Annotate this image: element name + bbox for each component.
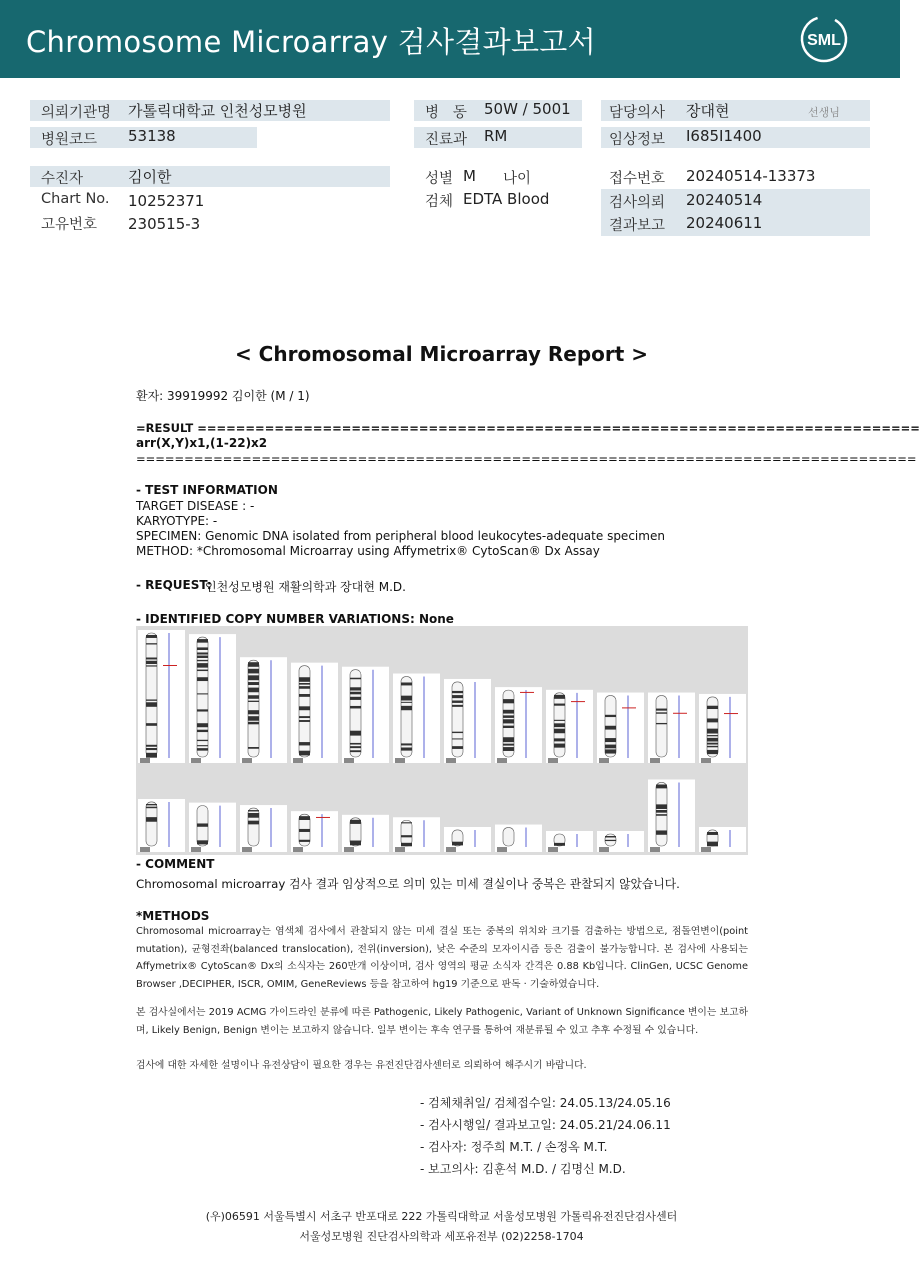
chromosome-band xyxy=(350,697,361,700)
chromosome-body xyxy=(248,660,259,757)
chromosome-band xyxy=(350,743,361,745)
sex-value: M xyxy=(463,167,476,185)
chart-no-value: 10252371 xyxy=(128,192,205,210)
methods-paragraph-1: Chromosomal microarray는 염색체 검사에서 관찰되지 않는 미세 결실 또는 중복의 위치와 크기를 검출하는 방법으로, 점돌연변이(point mutation), 균형전좌(balanced translocation), 전위(inversion), 낮은 수준의 모자이시즘 등은 검출이 불가능합니다. 본 검사에 사용되는 Affymetrix® CytoScan® Dx의 소식자는 260만개 이상이며, 검사 영역의 평균 소식자 간격은 0.88 Kb입니다. ClinGen, UCSC Genome Browser ,DECIPHER, ISCR, OMIM, GeneReviews 등을 참고하여 hg19 기준으로 판독 · 기술하였습니다. xyxy=(136,926,748,990)
hospital-code-value: 53138 xyxy=(128,127,176,145)
footer-address: (우)06591 서울특별시 서초구 반포대로 222 가톨릭대학교 서울성모병원 가톨릭유전진단검사센터 xyxy=(205,1210,678,1223)
chromosome-label-tag xyxy=(344,847,354,852)
chromosome-band xyxy=(554,720,565,721)
chromosome-band xyxy=(350,706,361,709)
chromosome-band xyxy=(605,840,616,841)
chromosome-band xyxy=(197,663,208,667)
target-disease: TARGET DISEASE : - xyxy=(136,499,255,513)
chromosome-band xyxy=(707,743,718,745)
result-date-value: 20240611 xyxy=(686,214,763,232)
report-header xyxy=(0,0,900,78)
sample-dates: - 검체채취일/ 검체접수일: 24.05.13/24.05.16 xyxy=(420,1096,671,1110)
chromosome-band xyxy=(554,695,565,699)
chromosome-band xyxy=(146,658,157,660)
chromosome-band xyxy=(350,731,361,736)
chromosome-band xyxy=(350,692,361,695)
examinee-row xyxy=(30,166,390,187)
chromosome-band xyxy=(197,656,208,658)
chromosome-5 xyxy=(342,667,389,763)
chromosome-Y xyxy=(699,827,746,852)
chromosome-band xyxy=(248,669,259,674)
chromosome-body xyxy=(197,637,208,757)
chromosome-11 xyxy=(648,693,695,763)
chromosome-band xyxy=(197,730,208,732)
chromosome-cell-bg xyxy=(546,690,593,763)
chart-no-label: Chart No. xyxy=(41,191,110,207)
chromosome-band xyxy=(299,742,310,745)
chromosome-label-tag xyxy=(140,758,150,763)
chromosome-band xyxy=(707,832,718,835)
chromosome-band xyxy=(401,822,412,823)
result-date-label: 결과보고 xyxy=(609,218,666,234)
chromosome-cell-bg xyxy=(342,667,389,763)
logo-text: SML xyxy=(807,32,841,49)
chromosome-band xyxy=(452,746,463,749)
chromosome-label-tag xyxy=(650,847,660,852)
dept-label: 진료과 xyxy=(425,132,468,148)
chromosome-band xyxy=(656,814,667,816)
chromosome-band xyxy=(146,804,157,805)
chromosome-band xyxy=(656,810,667,813)
chromosome-band xyxy=(350,841,361,846)
chromosome-band xyxy=(401,743,412,745)
clinical-label: 임상정보 xyxy=(609,132,666,148)
test-dates: - 검사시행일/ 결과보고일: 24.05.21/24.06.11 xyxy=(420,1118,671,1132)
chromosome-band xyxy=(452,842,463,846)
chromosome-1 xyxy=(138,630,185,763)
chromosome-band xyxy=(197,677,208,681)
chromosome-label-tag xyxy=(140,847,150,852)
chromosome-22 xyxy=(597,831,644,852)
report-title: < Chromosomal Microarray Report > xyxy=(234,342,649,366)
chromosome-band xyxy=(656,784,667,788)
chromosome-band xyxy=(503,737,514,742)
specimen-label: 검체 xyxy=(425,194,454,210)
chromosome-band xyxy=(197,840,208,844)
chromosome-17 xyxy=(342,815,389,852)
chromosome-band xyxy=(197,748,208,751)
chromosome-band xyxy=(605,745,616,749)
request-date-label: 검사의뢰 xyxy=(609,195,666,211)
chromosome-band xyxy=(452,738,463,739)
chromosome-band xyxy=(503,726,514,728)
chromosome-band xyxy=(248,710,259,714)
chromosome-band xyxy=(350,750,361,752)
chromosome-band xyxy=(146,723,157,726)
chromosome-label-tag xyxy=(293,758,303,763)
chromosome-cell-bg xyxy=(648,693,695,763)
chromosome-band xyxy=(554,723,565,727)
methods-paragraph-3: 검사에 대한 자세한 설명이나 유전상담이 필요한 경우는 유전진단검사센터로 의뢰하여 해주시기 바랍니다. xyxy=(136,1060,587,1071)
chromosome-band xyxy=(299,751,310,756)
chromosome-band xyxy=(197,652,208,654)
doctor-value: 장대현 xyxy=(686,102,730,120)
chromosome-band xyxy=(146,753,157,758)
chromosome-19 xyxy=(444,827,491,852)
chromosome-cell-bg xyxy=(189,634,236,763)
chromosome-body xyxy=(401,820,412,846)
chromosome-2 xyxy=(189,634,236,763)
chromosome-band xyxy=(707,729,718,734)
chromosome-band xyxy=(299,829,310,832)
chromosome-8 xyxy=(495,687,542,763)
chromosome-14 xyxy=(189,803,236,852)
result-rule-bottom: ================================================================================= xyxy=(136,452,917,466)
chromosome-label-tag xyxy=(344,758,354,763)
reception-label: 접수번호 xyxy=(609,171,666,187)
chromosome-band xyxy=(452,695,463,698)
chromosome-label-tag xyxy=(395,847,405,852)
chromosome-band xyxy=(707,706,718,709)
chromosome-band xyxy=(707,735,718,736)
ward-label: 병 동 xyxy=(425,105,467,121)
chromosome-20 xyxy=(495,825,542,852)
reporting-physicians: - 보고의사: 김훈석 M.D. / 김명신 M.D. xyxy=(420,1162,626,1176)
comment-heading: - COMMENT xyxy=(136,857,215,871)
chromosome-cell-bg xyxy=(138,630,185,763)
chromosome-band xyxy=(401,682,412,685)
chromosome-7 xyxy=(444,679,491,763)
chromosome-label-tag xyxy=(293,847,303,852)
uid-label: 고유번호 xyxy=(41,217,98,233)
chromosome-cell-bg xyxy=(342,815,389,852)
chromosome-band xyxy=(248,722,259,724)
clinical-value: I685I1400 xyxy=(686,127,762,145)
chromosome-band xyxy=(707,738,718,742)
chromosome-band xyxy=(401,696,412,701)
chromosome-band xyxy=(299,720,310,722)
chromosome-3 xyxy=(240,657,287,763)
chromosome-band xyxy=(299,683,310,685)
chromosome-band xyxy=(605,715,616,717)
chromosome-21 xyxy=(546,831,593,852)
comment-text: Chromosomal microarray 검사 결과 임상적으로 의미 있는 미세 결실이나 중복은 관찰되지 않았습니다. xyxy=(136,877,680,891)
chromosome-band xyxy=(401,835,412,837)
chromosome-band xyxy=(248,688,259,693)
chromosome-cell-bg xyxy=(444,679,491,763)
chromosome-band xyxy=(605,749,616,753)
specimen-value: EDTA Blood xyxy=(463,190,550,208)
karyogram-figure xyxy=(136,626,748,855)
chromosome-band xyxy=(146,748,157,750)
chromosome-band xyxy=(605,836,616,837)
chromosome-band xyxy=(401,702,412,703)
chromosome-cell-bg xyxy=(291,663,338,763)
chromosome-band xyxy=(452,705,463,707)
chromosome-label-tag xyxy=(548,847,558,852)
sex-label: 성별 xyxy=(425,171,454,187)
ward-value: 50W / 5001 xyxy=(484,100,571,118)
chromosome-body xyxy=(503,828,514,846)
chromosome-X xyxy=(648,779,695,852)
chromosome-band xyxy=(503,744,514,746)
chromosome-12 xyxy=(699,694,746,763)
chromosome-band xyxy=(146,665,157,666)
chromosome-band xyxy=(146,661,157,664)
chromosome-4 xyxy=(291,663,338,763)
chromosome-band xyxy=(146,745,157,747)
chromosome-band xyxy=(248,675,259,680)
chromosome-cell-bg xyxy=(291,811,338,852)
chromosome-label-tag xyxy=(497,758,507,763)
chromosome-band xyxy=(248,662,259,667)
footer-contact: 서울성모병원 진단검사의학과 세포유전부 (02)2258-1704 xyxy=(299,1230,584,1243)
chromosome-band xyxy=(452,700,463,702)
chromosome-band xyxy=(197,660,208,661)
chromosome-band xyxy=(707,718,718,722)
chromosome-label-tag xyxy=(446,847,456,852)
chromosome-band xyxy=(401,843,412,846)
chromosome-band xyxy=(656,830,667,834)
chromosome-band xyxy=(503,715,514,718)
chromosome-band xyxy=(197,740,208,741)
chromosome-band xyxy=(197,639,208,643)
chromosome-10 xyxy=(597,693,644,763)
chromosome-band xyxy=(299,677,310,682)
chromosome-band xyxy=(248,810,259,811)
chromosome-cell-bg xyxy=(393,674,440,763)
result-value: arr(X,Y)x1,(1-22)x2 xyxy=(136,436,268,450)
chromosome-band xyxy=(299,686,310,689)
chromosome-band xyxy=(299,716,310,718)
chromosome-band xyxy=(350,746,361,748)
cnv-heading: - IDENTIFIED COPY NUMBER VARIATIONS: None xyxy=(136,612,454,626)
chromosome-band xyxy=(197,723,208,727)
chromosome-body xyxy=(146,633,157,757)
chromosome-band xyxy=(299,840,310,842)
method-line: METHOD: *Chromosomal Microarray using Affymetrix® CytoScan® Dx Assay xyxy=(136,544,600,558)
reception-value: 20240514-13373 xyxy=(686,167,816,185)
chromosome-band xyxy=(656,709,667,711)
chromosome-band xyxy=(197,823,208,826)
chromosome-band xyxy=(299,816,310,820)
chromosome-body xyxy=(146,802,157,846)
examinee-label: 수진자 xyxy=(41,171,84,187)
chromosome-label-tag xyxy=(548,758,558,763)
chromosome-band xyxy=(248,682,259,685)
karyotype-line: KARYOTYPE: - xyxy=(136,514,218,528)
chromosome-band xyxy=(299,694,310,697)
karyogram-panel xyxy=(136,626,748,855)
chromosome-band xyxy=(503,710,514,714)
chromosome-band xyxy=(197,745,208,746)
chromosome-band xyxy=(146,635,157,638)
chromosome-band xyxy=(554,729,565,734)
chromosome-band xyxy=(554,744,565,748)
chromosome-band xyxy=(146,702,157,707)
chromosome-band xyxy=(146,699,157,700)
age-label: 나이 xyxy=(503,171,532,187)
chromosome-band xyxy=(350,820,361,824)
chromosome-label-tag xyxy=(497,847,507,852)
chromosome-16 xyxy=(291,811,338,852)
examinee-value: 김이한 xyxy=(128,168,172,186)
chromosome-13 xyxy=(138,799,185,852)
chromosome-band xyxy=(248,716,259,721)
chromosome-band xyxy=(707,746,718,747)
chromosome-band xyxy=(197,693,208,694)
chromosome-band xyxy=(197,647,208,650)
chromosome-band xyxy=(248,747,259,749)
chromosome-label-tag xyxy=(650,758,660,763)
patient-line: 환자: 39919992 김이한 (M / 1) xyxy=(136,389,310,403)
chromosome-cell-bg xyxy=(189,803,236,852)
chromosome-band xyxy=(503,719,514,723)
chromosome-cell-bg xyxy=(495,687,542,763)
chromosome-band xyxy=(452,691,463,693)
methods-paragraph-2: 본 검사실에서는 2019 ACMG 가이드라인 분류에 따른 Pathogenic, Likely Pathogenic, Variant of Unknown Significance 변이는 보고하며, Likely Benign, Benign 변이는 보고하지 않습니다. 일부 변이는 후속 연구를 통하여 재분류될 수 있고 추후 수정될 수 있습니다. xyxy=(136,1007,748,1036)
specimen-line: SPECIMEN: Genomic DNA isolated from peripheral blood leukocytes-adequate specimen xyxy=(136,529,665,543)
chromosome-label-tag xyxy=(395,758,405,763)
doctor-label: 담당의사 xyxy=(609,105,666,121)
dept-value: RM xyxy=(484,127,508,145)
chromosome-cell-bg xyxy=(240,805,287,852)
chromosome-label-tag xyxy=(599,758,609,763)
chromosome-label-tag xyxy=(242,758,252,763)
request-heading: - REQUEST: xyxy=(136,578,212,592)
chromosome-9 xyxy=(546,690,593,763)
chromosome-band xyxy=(401,748,412,751)
chromosome-band xyxy=(146,807,157,809)
chromosome-band xyxy=(401,706,412,710)
chromosome-label-tag xyxy=(599,847,609,852)
chromosome-cell-bg xyxy=(597,693,644,763)
request-date-value: 20240514 xyxy=(686,191,763,209)
chromosome-cell-bg xyxy=(699,694,746,763)
report-title-bar: Chromosome Microarray 검사결과보고서 xyxy=(26,25,596,59)
chromosome-label-tag xyxy=(191,758,201,763)
chromosome-band xyxy=(554,704,565,706)
chromosome-6 xyxy=(393,674,440,763)
technicians: - 검사자: 정주희 M.T. / 손정옥 M.T. xyxy=(420,1140,608,1154)
chromosome-band xyxy=(350,678,361,680)
chromosome-body xyxy=(452,682,463,757)
doctor-suffix: 선생님 xyxy=(808,106,840,119)
chromosome-band xyxy=(197,709,208,711)
chromosome-band xyxy=(197,670,208,672)
chromosome-band xyxy=(656,804,667,809)
request-value: 인천성모병원 재활의학과 장대현 M.D. xyxy=(205,580,406,594)
chromosome-band xyxy=(503,747,514,751)
chromosome-band xyxy=(146,817,157,822)
chromosome-cell-bg xyxy=(240,657,287,763)
chromosome-band xyxy=(707,842,718,847)
chromosome-band xyxy=(554,738,565,741)
chromosome-band xyxy=(146,643,157,644)
chromosome-15 xyxy=(240,805,287,852)
chromosome-band xyxy=(503,699,514,703)
chromosome-label-tag xyxy=(446,758,456,763)
chromosome-label-tag xyxy=(701,758,711,763)
chromosome-cell-bg xyxy=(648,779,695,852)
chromosome-label-tag xyxy=(701,847,711,852)
chromosome-band xyxy=(656,712,667,713)
chromosome-band xyxy=(248,813,259,818)
institution-label: 의뢰기관명 xyxy=(41,105,112,121)
chromosome-band xyxy=(605,726,616,730)
chromosome-cell-bg xyxy=(138,799,185,852)
chromosome-band xyxy=(248,695,259,699)
result-rule: =RESULT =========================================================================== xyxy=(136,421,920,435)
chromosome-label-tag xyxy=(242,847,252,852)
chromosome-body xyxy=(656,696,667,757)
chromosome-band xyxy=(605,738,616,742)
chromosome-band xyxy=(554,843,565,846)
methods-heading: *METHODS xyxy=(136,909,210,923)
chromosome-band xyxy=(656,723,667,724)
sml-logo-icon xyxy=(798,14,850,64)
chromosome-band xyxy=(452,732,463,733)
chromosome-band xyxy=(299,706,310,710)
chromosome-band xyxy=(248,821,259,825)
hospital-code-label: 병원코드 xyxy=(41,132,98,148)
chromosome-18 xyxy=(393,817,440,852)
institution-value: 가톨릭대학교 인천성모병원 xyxy=(128,102,307,120)
uid-value: 230515-3 xyxy=(128,215,201,233)
test-info-heading: - TEST INFORMATION xyxy=(136,483,278,497)
chromosome-band xyxy=(707,750,718,754)
chromosome-cell-bg xyxy=(393,817,440,852)
chromosome-band xyxy=(350,687,361,690)
chromosome-band xyxy=(248,701,259,702)
chromosome-label-tag xyxy=(191,847,201,852)
